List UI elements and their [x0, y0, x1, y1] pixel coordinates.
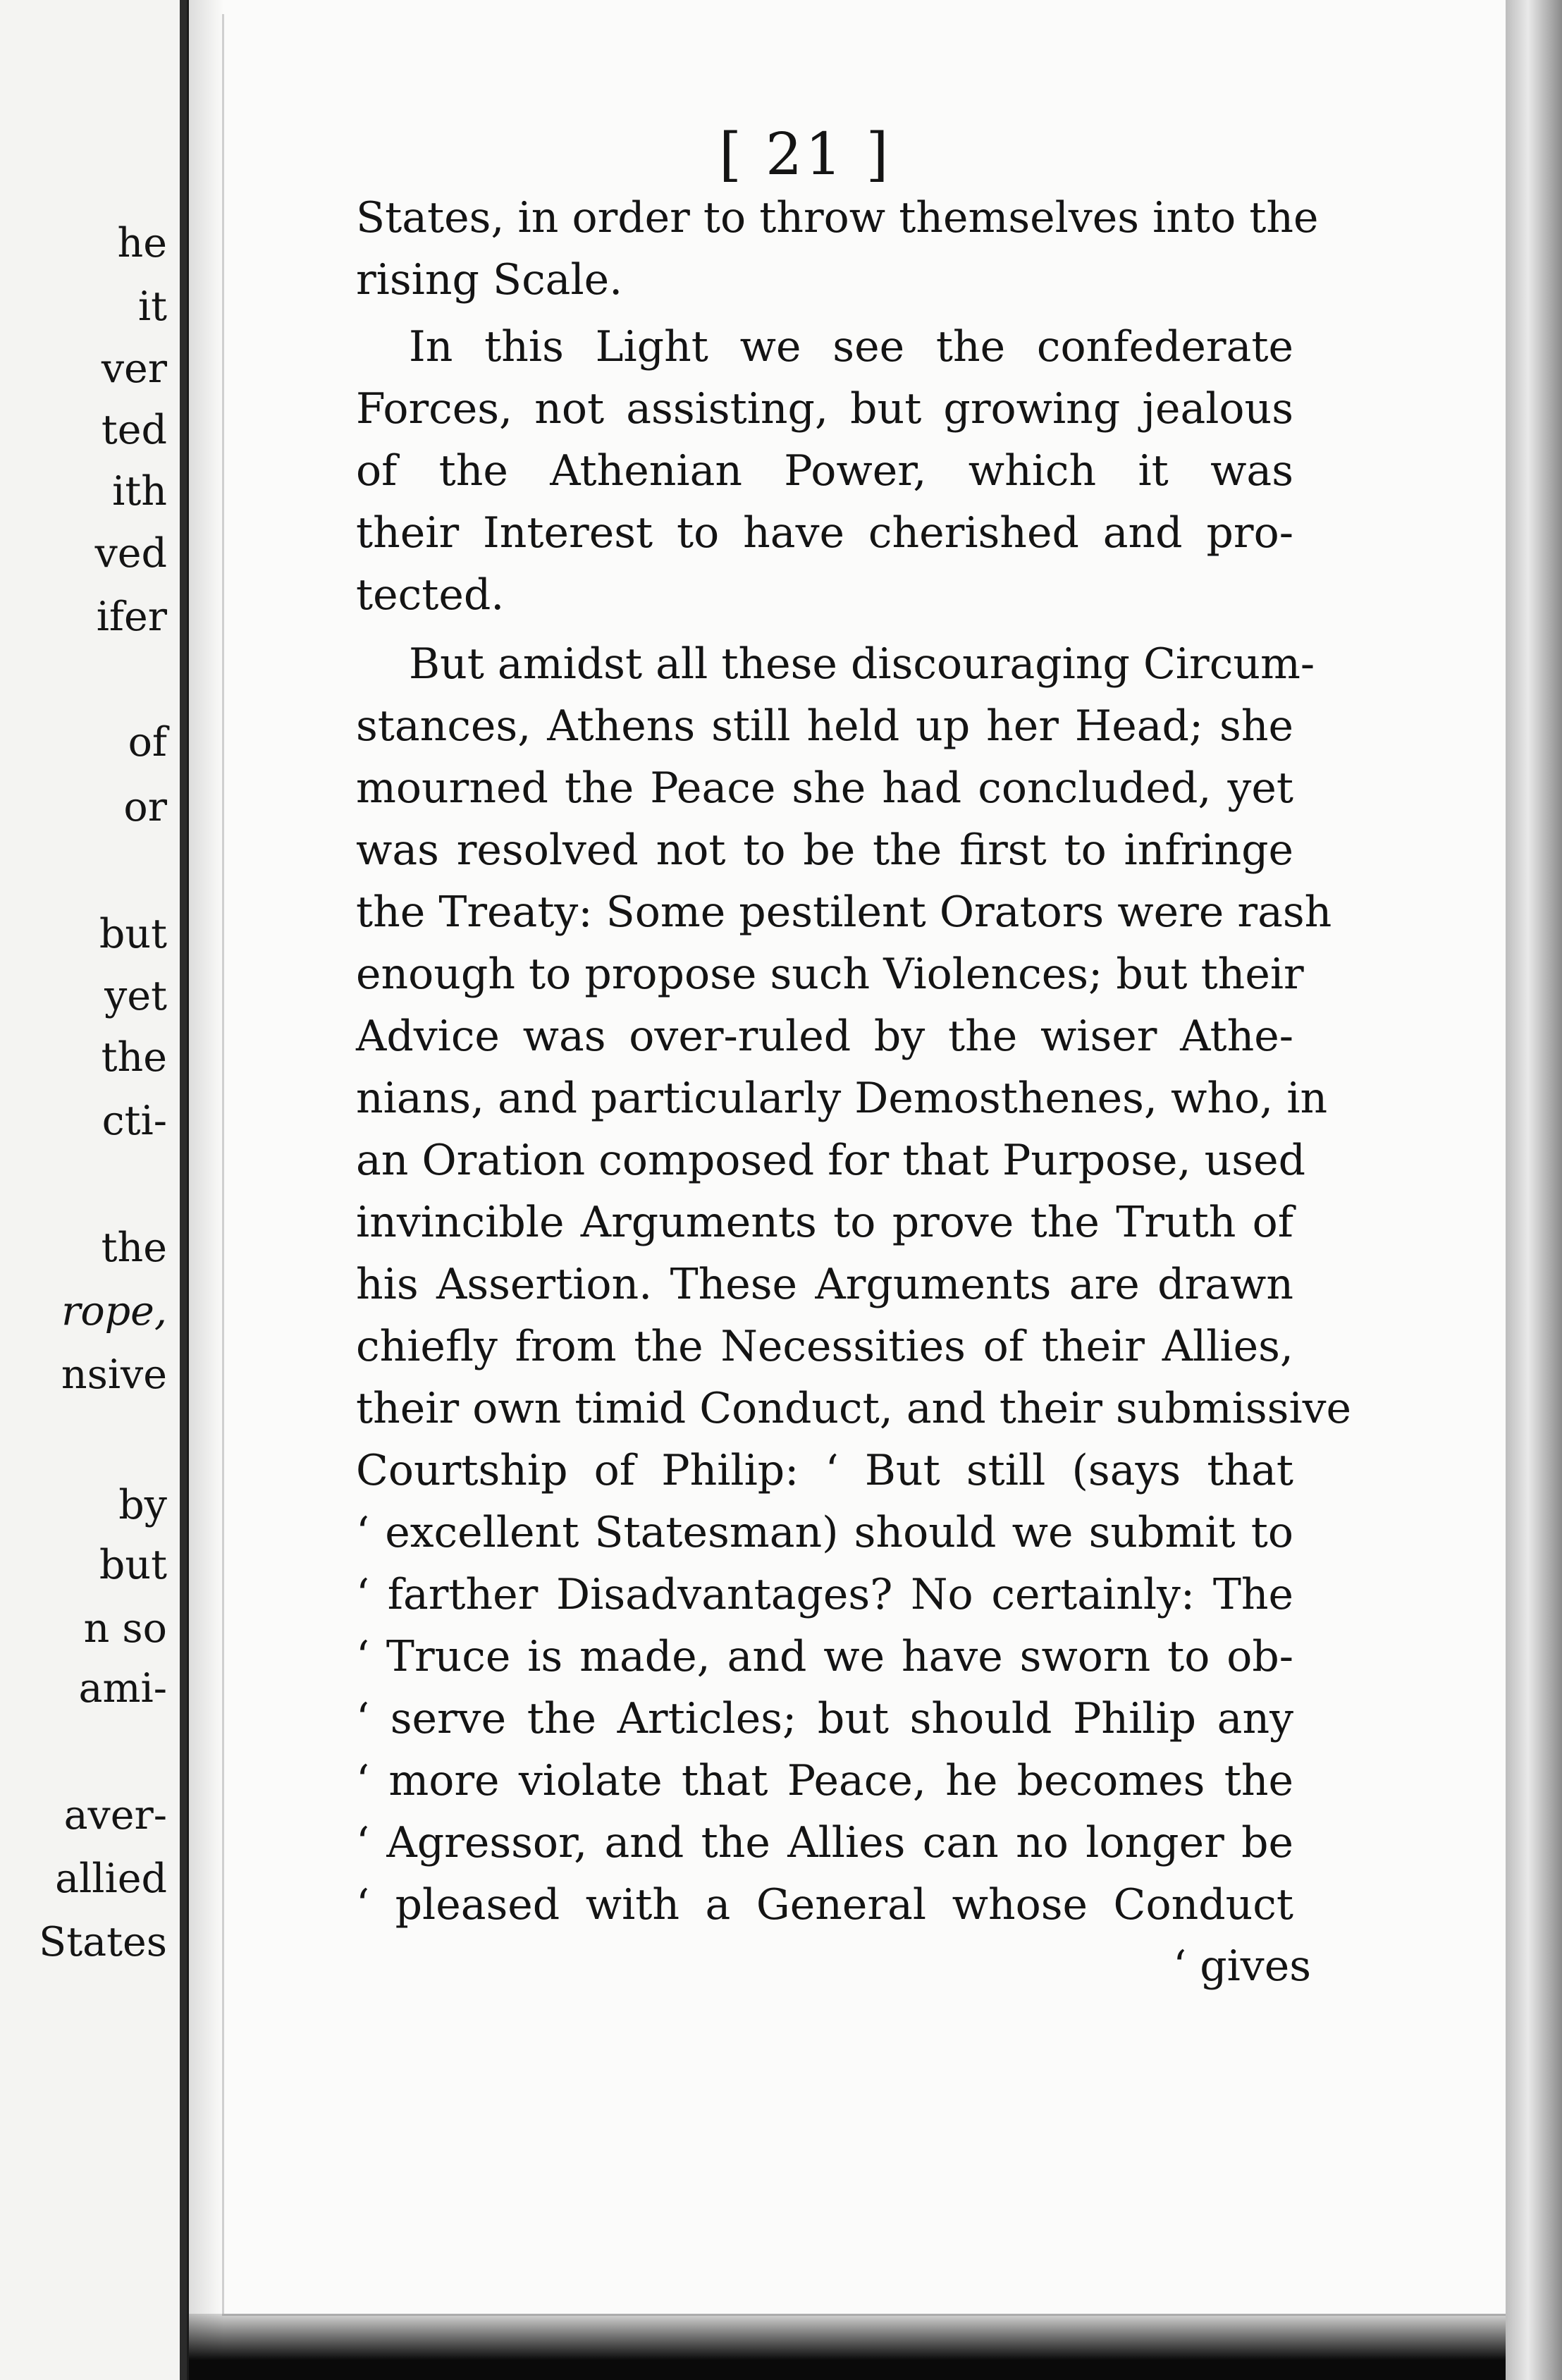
left-line: aver- [63, 1792, 167, 1839]
text-line: Courtship of Philip: ‘ But still (says that [356, 1446, 1293, 1495]
text-line: enough to propose such Violences; but their [356, 950, 1304, 999]
left-line: he [117, 220, 167, 266]
left-line: but [99, 1542, 167, 1588]
left-line: of [128, 719, 167, 766]
text-line: ‘ serve the Articles; but should Philip any [356, 1694, 1293, 1743]
left-line: the [101, 1225, 167, 1271]
left-line: by [118, 1482, 167, 1528]
left-line: nsive [61, 1351, 167, 1398]
text-line: ‘ farther Disadvantages? No certainly: The [356, 1570, 1293, 1619]
left-line: but [99, 911, 167, 957]
text-line: Forces, not assisting, but growing jealous [356, 384, 1293, 434]
text-line: their Interest to have cherished and pro- [356, 508, 1293, 558]
text-line: of the Athenian Power, which it was [356, 446, 1293, 496]
left-line: or [123, 784, 167, 830]
left-line: cti- [102, 1098, 167, 1144]
text-line: mourned the Peace she had concluded, yet [356, 763, 1293, 813]
left-line: yet [104, 973, 167, 1019]
page-binding [180, 0, 187, 2380]
text-line: an Oration composed for that Purpose, used [356, 1136, 1306, 1185]
page-edge [1506, 0, 1562, 2380]
text-line: But amidst all these discouraging Circum- [409, 639, 1315, 689]
left-line: allied [55, 1855, 167, 1902]
text-line: stances, Athens still held up her Head; she [356, 701, 1293, 751]
text-line: tected. [356, 570, 505, 620]
text-line: nians, and particularly Demosthenes, who, in [356, 1074, 1328, 1123]
left-line: it [137, 283, 167, 330]
text-line: ‘ Truce is made, and we have sworn to ob- [356, 1632, 1293, 1681]
left-line: ted [101, 407, 167, 453]
text-line: States, in order to throw themselves into the [356, 193, 1319, 243]
left-line: ami- [78, 1665, 167, 1712]
left-line: the [101, 1034, 167, 1081]
text-line: ‘ Agressor, and the Allies can no longer be [356, 1818, 1293, 1867]
left-line: rope, [61, 1288, 167, 1335]
text-line: his Assertion. These Arguments are drawn [356, 1260, 1293, 1309]
text-line: invincible Arguments to prove the Truth of [356, 1198, 1293, 1247]
text-line: Advice was over-ruled by the wiser Athe- [356, 1012, 1293, 1061]
page-number-header: [ 21 ] [719, 121, 892, 188]
bottom-shadow [189, 2314, 1506, 2380]
text-line: In this Light we see the confederate [409, 322, 1293, 372]
left-line: ith [112, 468, 167, 515]
left-page-fragment [0, 0, 190, 2380]
text-line: was resolved not to be the first to infringe [356, 826, 1293, 875]
text-line: rising Scale. [356, 255, 623, 305]
left-line: ifer [96, 594, 167, 640]
text-line: ‘ more violate that Peace, he becomes the [356, 1756, 1293, 1805]
text-line: their own timid Conduct, and their submissive [356, 1384, 1352, 1433]
text-line: the Treaty: Some pestilent Orators were rash [356, 888, 1332, 937]
gutter-shadow [189, 0, 224, 2380]
catchword: ‘ gives [1173, 1942, 1311, 1991]
left-line: ved [94, 530, 167, 577]
text-line: chiefly from the Necessities of their Allies, [356, 1322, 1293, 1371]
left-line: n so [83, 1605, 167, 1652]
left-line: ver [101, 345, 167, 392]
text-line: ‘ excellent Statesman) should we submit to [356, 1508, 1293, 1557]
text-line: ‘ pleased with a General whose Conduct [356, 1880, 1293, 1930]
left-line: States [39, 1919, 167, 1965]
